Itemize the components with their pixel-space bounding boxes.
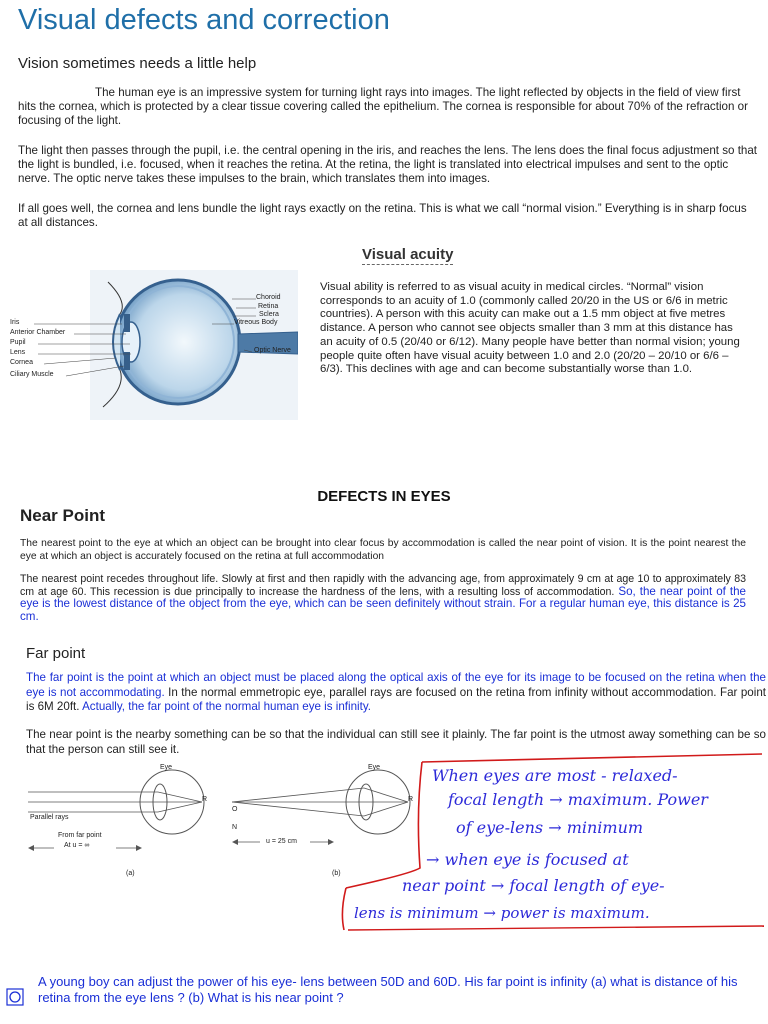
diagram-b-n-label: N: [232, 824, 238, 831]
intro-paragraph-1: The human eye is an impressive system for turning light rays into images. The light reflected by objects in the field of view first hits the cornea, which is protected by a clear tissue covering called the epithelium. The cornea is responsible for about 70% of the refraction or focusing of the light.: [18, 86, 748, 128]
diagram-a-eye-label: Eye: [160, 764, 173, 771]
label-lens: Lens: [10, 349, 26, 356]
question-marker-shape: [6, 988, 24, 1006]
label-choroid: Choroid: [256, 294, 281, 301]
diagram-a-caption: (a): [126, 870, 135, 877]
far-point-highlight: Actually, the far point of the normal human eye is infinity.: [79, 700, 371, 713]
u-25cm-label: u = 25 cm: [266, 838, 297, 845]
label-cornea: Cornea: [10, 359, 33, 366]
parallel-rays-label: Parallel rays: [30, 814, 69, 821]
diagram-b-o-label: O: [232, 806, 238, 813]
handwritten-line-6: lens is minimum → power is maximum.: [354, 904, 650, 922]
far-point-text: In the normal emmetropic eye, parallel rays are focused on the retina from infinity without accommodation. Far point is 6M 20ft.: [26, 685, 766, 713]
handwritten-line-2: focal length → maximum. Power: [448, 790, 708, 809]
handwritten-notes: [340, 752, 768, 932]
far-point-paragraph-1: [26, 671, 766, 715]
intro-paragraph-2: The light then passes through the pupil, i.e. the central opening in the iris, and reaches the lens. The lens does the final focus adjustment so that the light is bundled, i.e. focused, when it reaches the retina. At the retina, the light is translated into electrical impulses and sent to the optic nerve. The optic nerve takes these impulses to the brain, which translates them into images.: [18, 144, 758, 186]
diagram-a-r-label: R: [202, 796, 208, 803]
near-point-text: The nearest point recedes throughout life. Slowly at first and then rapidly with the advancing age, from approximately 9 cm at age 10 to approximately 83 cm at age 60. This recession is due principally to increase the hardness of the lens, with a resulting loss of accommodation.: [20, 573, 746, 598]
diagram-b-eye-label: Eye: [368, 764, 381, 771]
near-point-heading: Near Point: [20, 506, 106, 525]
intro-paragraph-3: If all goes well, the cornea and lens bundle the light rays exactly on the retina. This is what we call “normal vision.” Everything is in sharp focus at all distances.: [18, 202, 747, 230]
from-far-point-label: From far point: [58, 832, 102, 839]
page-title: Visual defects and correction: [18, 4, 390, 36]
question-marker-icon: [6, 988, 24, 1006]
label-vitreous-body: Vitreous Body: [234, 319, 278, 326]
far-point-heading: Far point: [26, 645, 86, 662]
far-point-ray-diagram: [26, 762, 226, 882]
page-subtitle: Vision sometimes needs a little help: [18, 55, 257, 72]
diagram-b-r-label: R: [408, 796, 414, 803]
label-ciliary-muscle: Ciliary Muscle: [10, 371, 54, 378]
label-iris: Iris: [10, 319, 20, 326]
handwritten-line-4: → when eye is focused at: [426, 850, 629, 869]
diagram-b-caption: (b): [332, 870, 341, 877]
example-question: A young boy can adjust the power of his eye- lens between 50D and 60D. His far point is infinity (a) what is distance of his retina from the eye lens ? (b) What is his near point ?: [38, 974, 738, 1005]
far-point-paragraph-2: The near point is the nearby something can be so that the individual can still see it plainly. The far point is the utmost away something can be so that the person can still see it.: [26, 728, 766, 756]
handwritten-line-1: When eyes are most - relaxed-: [432, 766, 678, 785]
far-point-definition: The far point is the point at which an object must be placed along the optical axis of the eye for its image to be focused on the retina when the eye is not accommodating.: [26, 671, 766, 699]
acuity-heading: Visual acuity: [362, 246, 454, 263]
near-point-paragraph-1: The nearest point to the eye at which an object can be brought into clear focus by accommodation is called the near point of vision. It is the point nearest the eye at which an object is accurately focused on the retina at full accommodation: [20, 538, 746, 562]
defects-heading: DEFECTS IN EYES: [317, 488, 451, 505]
ray-diagram-a-illustration: [26, 762, 226, 882]
label-retina: Retina: [258, 303, 279, 310]
handwritten-line-3: of eye-lens → minimum: [456, 818, 644, 837]
at-u-infinity-label: At u = ∞: [64, 842, 90, 849]
label-optic-nerve: Optic Nerve: [254, 347, 291, 354]
acuity-paragraph: Visual ability is referred to as visual acuity in medical circles. “Normal” vision corresponds to an acuity of 1.0 (commonly called 20/20 in the US or 6/6 in metric countries). A person with this acuity can make out a 1.5 mm object at five metres distance. A person who cannot see objects smaller than 3 mm at this distance has an acuity of 0.5 (20/40 or 6/12). Many people have better than normal vision; young people quite often have visual acuity between 1.0 and 2.0 (20/20 – 20/10 or 6/6 – 6/3). This declines with age and can become substantially worse than 1.0.: [320, 281, 740, 376]
label-anterior-chamber: Anterior Chamber: [10, 329, 66, 336]
eye-anatomy-diagram: [8, 262, 298, 422]
near-point-paragraph-2: [20, 573, 746, 623]
label-sclera: Sclera: [259, 311, 279, 318]
near-point-highlight: So, the near point of the eye is the lowest distance of the object from the eye, which can be seen definitely without strain. For a regular human eye, this distance is 25 cm.: [20, 584, 746, 623]
label-pupil: Pupil: [10, 339, 26, 346]
handwritten-line-5: near point → focal length of eye-: [402, 876, 665, 895]
eye-anatomy-illustration: [8, 262, 298, 422]
